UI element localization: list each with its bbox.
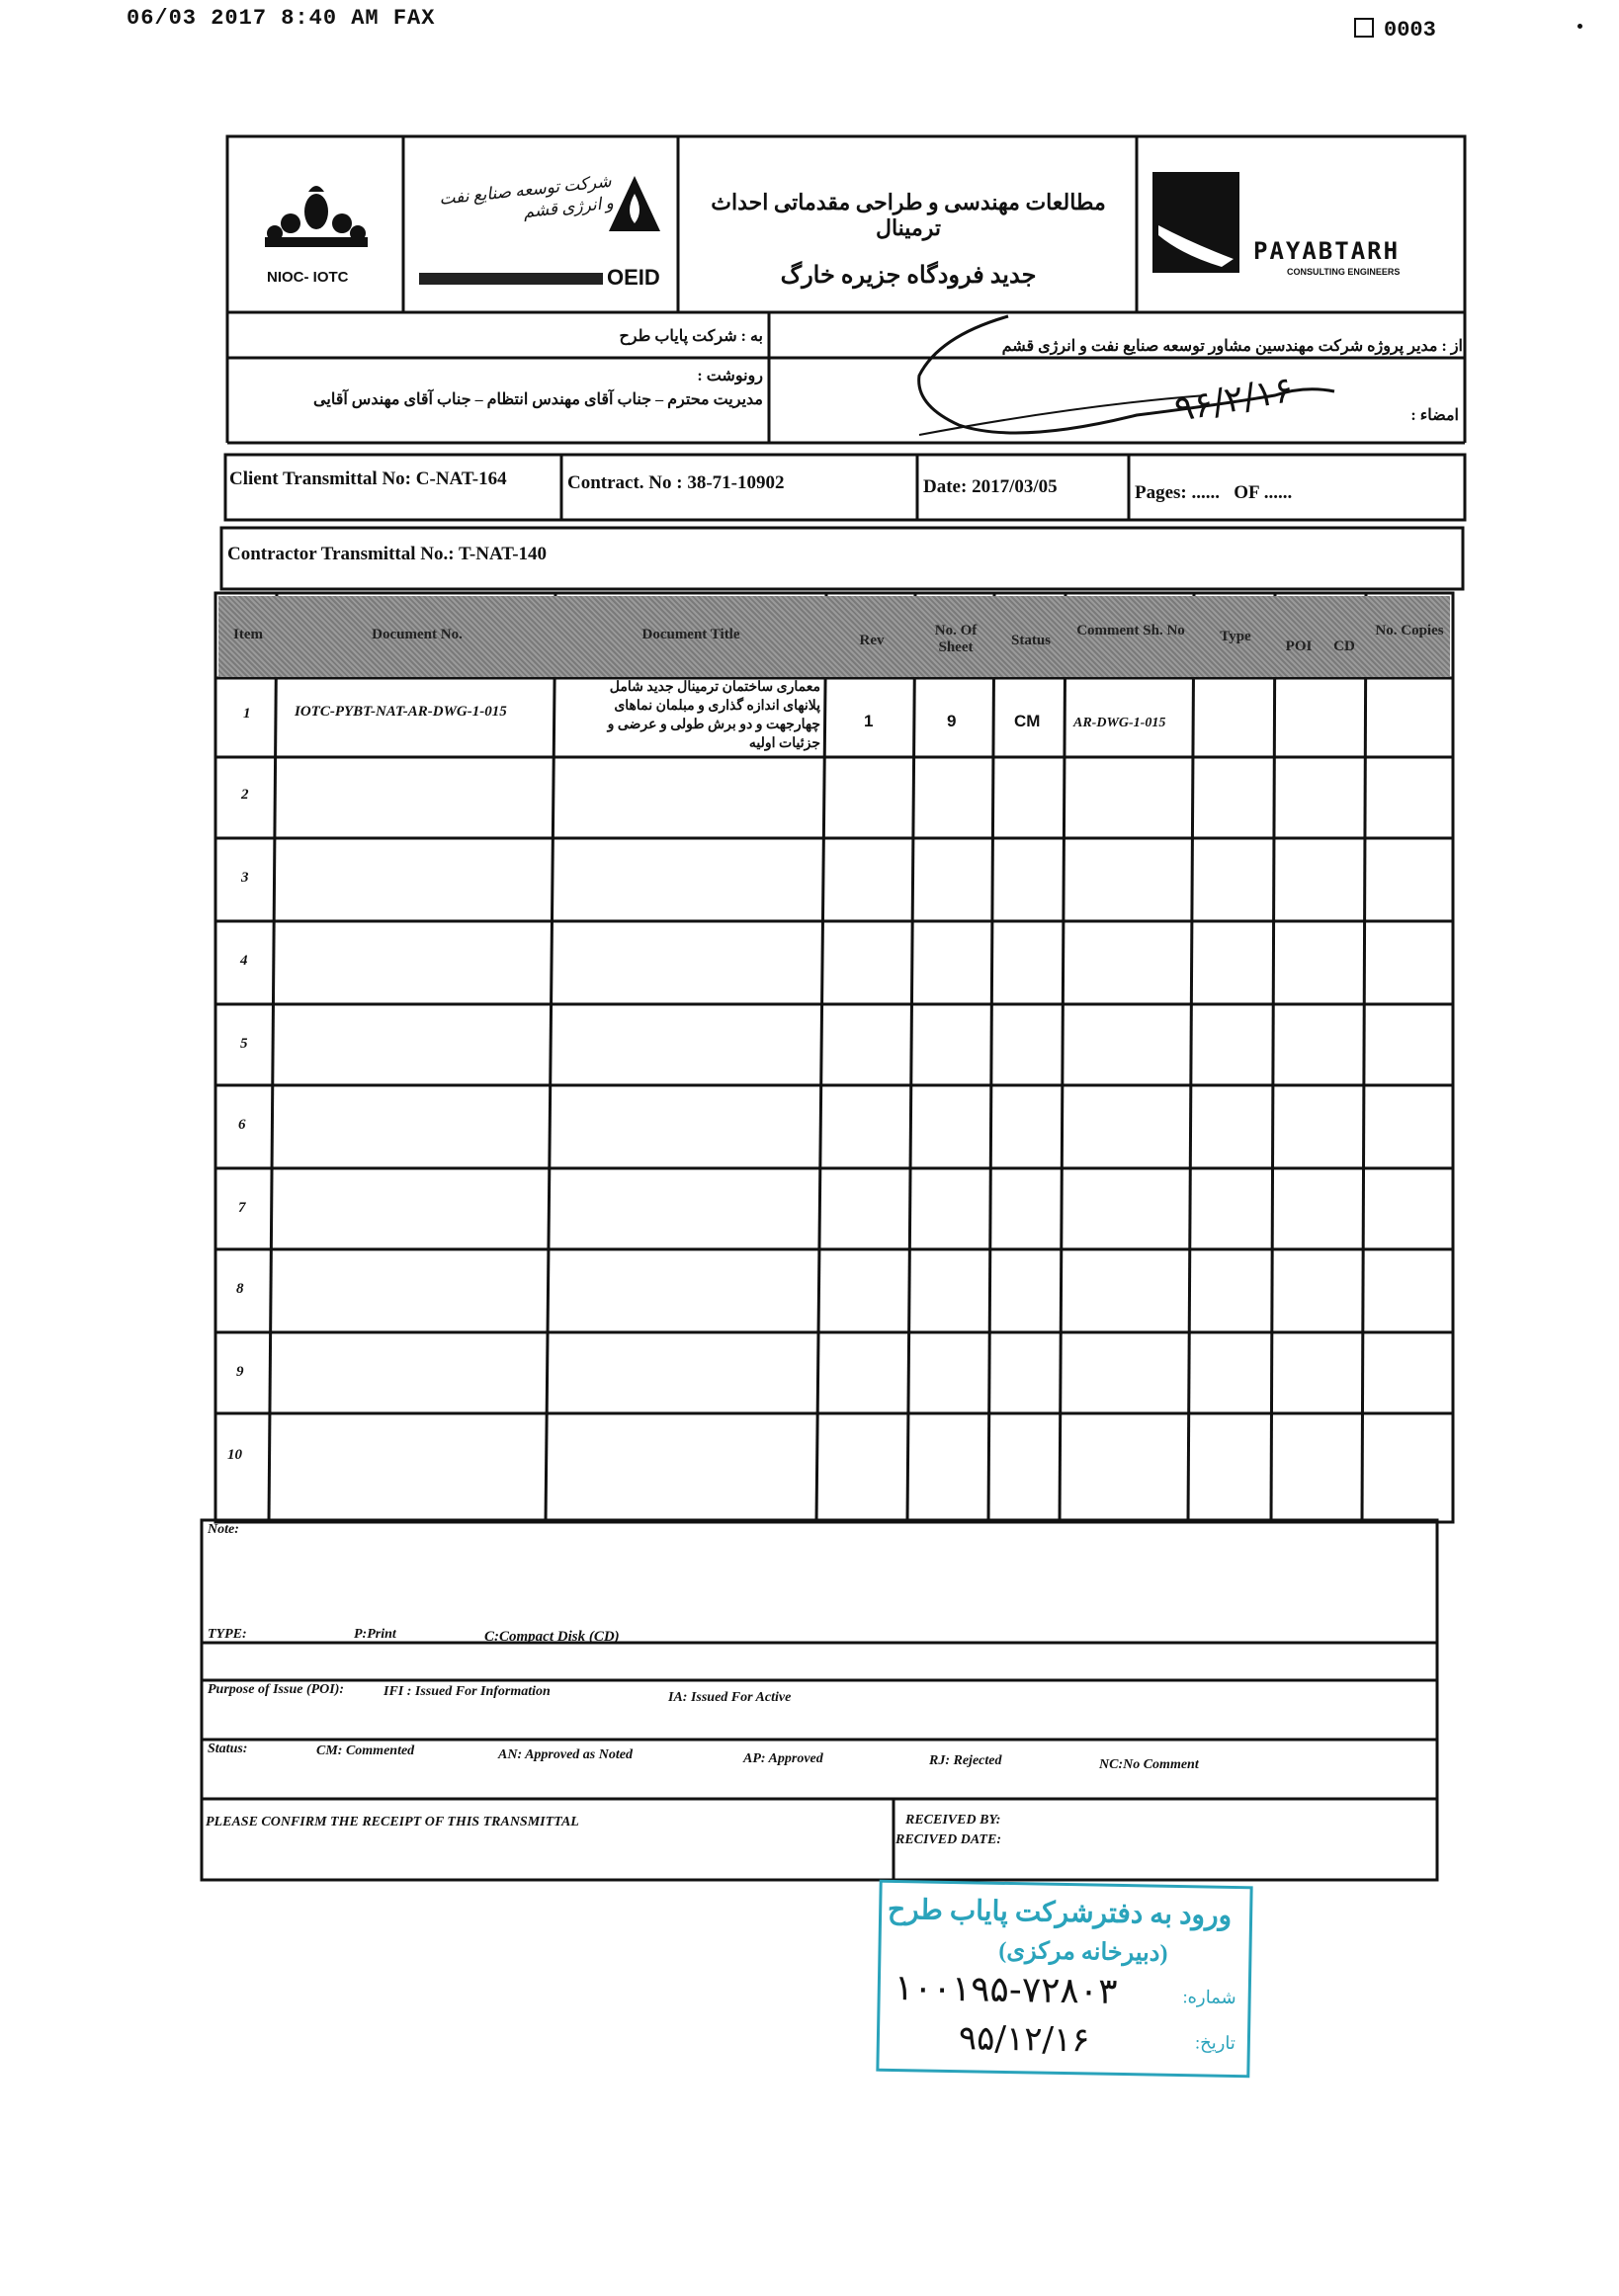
row-doc-title [559,678,820,753]
client-transmittal-no: C-NAT-164 [415,468,507,489]
row-item-number: 5 [240,1036,248,1052]
date-label: Date: [923,476,968,497]
col-header-item: Item [233,627,263,642]
poi-ia: IA: Issued For Active [668,1690,792,1705]
nioc-logo [231,140,401,306]
stamp-number: ۱۰۰۱۹۵-۷۲۸۰۳ [894,1967,1118,2012]
contract-no-label: Contract. No : [567,472,683,493]
received-date: RECIVED DATE: [895,1832,1001,1847]
transmittal-date [923,476,1058,498]
row-doc-no: IOTC-PYBT-NAT-AR-DWG-1-015 [295,704,507,720]
row-item-number: 2 [241,787,249,803]
row-item-number: 4 [240,953,248,969]
received-by: RECEIVED BY: [905,1813,1001,1828]
row-item-number: 6 [238,1117,246,1133]
stamp-number-label: شماره: [1182,1987,1236,2008]
confirm-receipt: PLEASE CONFIRM THE RECEIPT OF THIS TRANSMITTAL [206,1815,579,1829]
col-header-rev: Rev [859,633,885,648]
status-cm: CM: Commented [316,1743,415,1758]
row-item-number: 10 [227,1447,242,1463]
handwritten-date: ۹۶/۲/۱۶ [1171,369,1297,431]
fax-page-label: 0003 [1384,18,1436,43]
row-doc-title-line3: چهارجهت و دو برش طولی و عرضی و [607,718,820,732]
status-an: AN: Approved as Noted [498,1747,633,1762]
col-header-sheets: No. Of Sheet [934,623,978,655]
row-doc-title-line2: پلانهای اندازه گذاری و مبلمان نماهای [614,699,820,714]
contractor-transmittal-label: Contractor Transmittal No.: [227,544,455,564]
type-label: TYPE: [208,1627,247,1642]
col-header-doc-no: Document No. [372,627,463,642]
cc-field: مدیریت محترم – جناب آقای مهندس انتظام – جناب آقای مهندس آقایی [313,391,763,408]
pages-label: Pages: ...... [1135,482,1221,503]
type-cd: C:Compact Disk (CD) [484,1629,620,1645]
stamp-date: ۹۵/۱۲/۱۶ [958,2018,1090,2061]
of-label: OF ...... [1234,482,1293,503]
stamp-date-label: تاریخ: [1194,2032,1236,2054]
status-nc: NC:No Comment [1099,1757,1199,1772]
handwritten-signature [880,297,1413,455]
row-status: CM [1014,712,1041,730]
row-item-number: 7 [238,1200,246,1216]
nioc-label: NIOC- IOTC [267,269,349,286]
oeid-label: OEID [607,265,660,290]
col-header-title: Document Title [641,627,740,642]
status-ap: AP: Approved [743,1751,823,1766]
col-header-copies: No. Copies [1375,623,1444,638]
stamp-line1: ورود به دفترشرکت پایاب طرح [887,1894,1233,1931]
contract-no [567,472,785,494]
oeid-redacted-bar [419,273,603,285]
col-header-type: Type [1220,629,1251,644]
client-transmittal-label: Client Transmittal No: [229,468,412,489]
payabtarh-sub: CONSULTING ENGINEERS [1287,267,1401,277]
pages-field [1135,482,1292,504]
project-title [682,140,1135,306]
note-label: Note: [208,1522,239,1537]
payabtarh-label: PAYABTARH [1253,237,1401,265]
fax-header: 06/03 2017 8:40 AM FAX [127,6,436,31]
signature-label: امضاء : [1410,407,1459,424]
project-title-line1: مطالعات مهندسی و طراحی مقدماتی احداث ترمینال [711,190,1106,240]
oeid-company-name: شرکت توسعه صنایع نفت و انرژی قشم [438,171,615,222]
contractor-transmittal [227,544,547,565]
row-item-number: 1 [243,706,251,722]
from-field: از : مدیر پروژه شرکت مهندسین مشاور توسعه صنایع نفت و انرژی قشم [1001,338,1463,355]
receipt-stamp [876,1880,1252,2079]
contractor-transmittal-no: T-NAT-140 [458,544,548,564]
stamp-line2: (دبیرخانه مرکزی) [998,1937,1168,1967]
contract-no-value: 38-71-10902 [687,472,785,493]
col-header-poi: POI [1285,638,1313,654]
row-item-number: 9 [236,1364,244,1380]
project-title-line2: جدید فرودگاه جزیره خارگ [780,263,1037,289]
to-field: به : شرکت پایاب طرح [619,328,763,345]
oeid-drop-icon [605,172,664,261]
row-rev: 1 [864,712,874,730]
row-sheets: 9 [947,712,957,730]
status-label: Status: [208,1742,248,1756]
col-header-cd: CD [1333,638,1355,654]
payabtarh-mark-icon [1152,172,1239,273]
client-transmittal [229,468,507,490]
col-header-comment: Comment Sh. No [1076,623,1185,638]
row-item-number: 8 [236,1281,244,1297]
row-item-number: 3 [241,870,249,886]
payabtarh-logo [1141,140,1462,306]
status-rj: RJ: Rejected [929,1753,1002,1768]
row-doc-title-line4: جزئیات اولیه [748,736,820,751]
row-comment-sheet: AR-DWG-1-015 [1073,716,1166,730]
date-value: 2017/03/05 [972,476,1058,497]
poi-ifi: IFI : Issued For Information [383,1684,551,1699]
oeid-logo [407,140,676,306]
row-doc-title-line1: معماری ساختمان ترمینال جدید شامل [609,680,820,695]
poi-label: Purpose of Issue (POI): [208,1682,345,1697]
col-header-status: Status [1010,633,1051,648]
cc-label: رونوشت : [697,368,763,384]
type-print: P:Print [354,1627,396,1642]
